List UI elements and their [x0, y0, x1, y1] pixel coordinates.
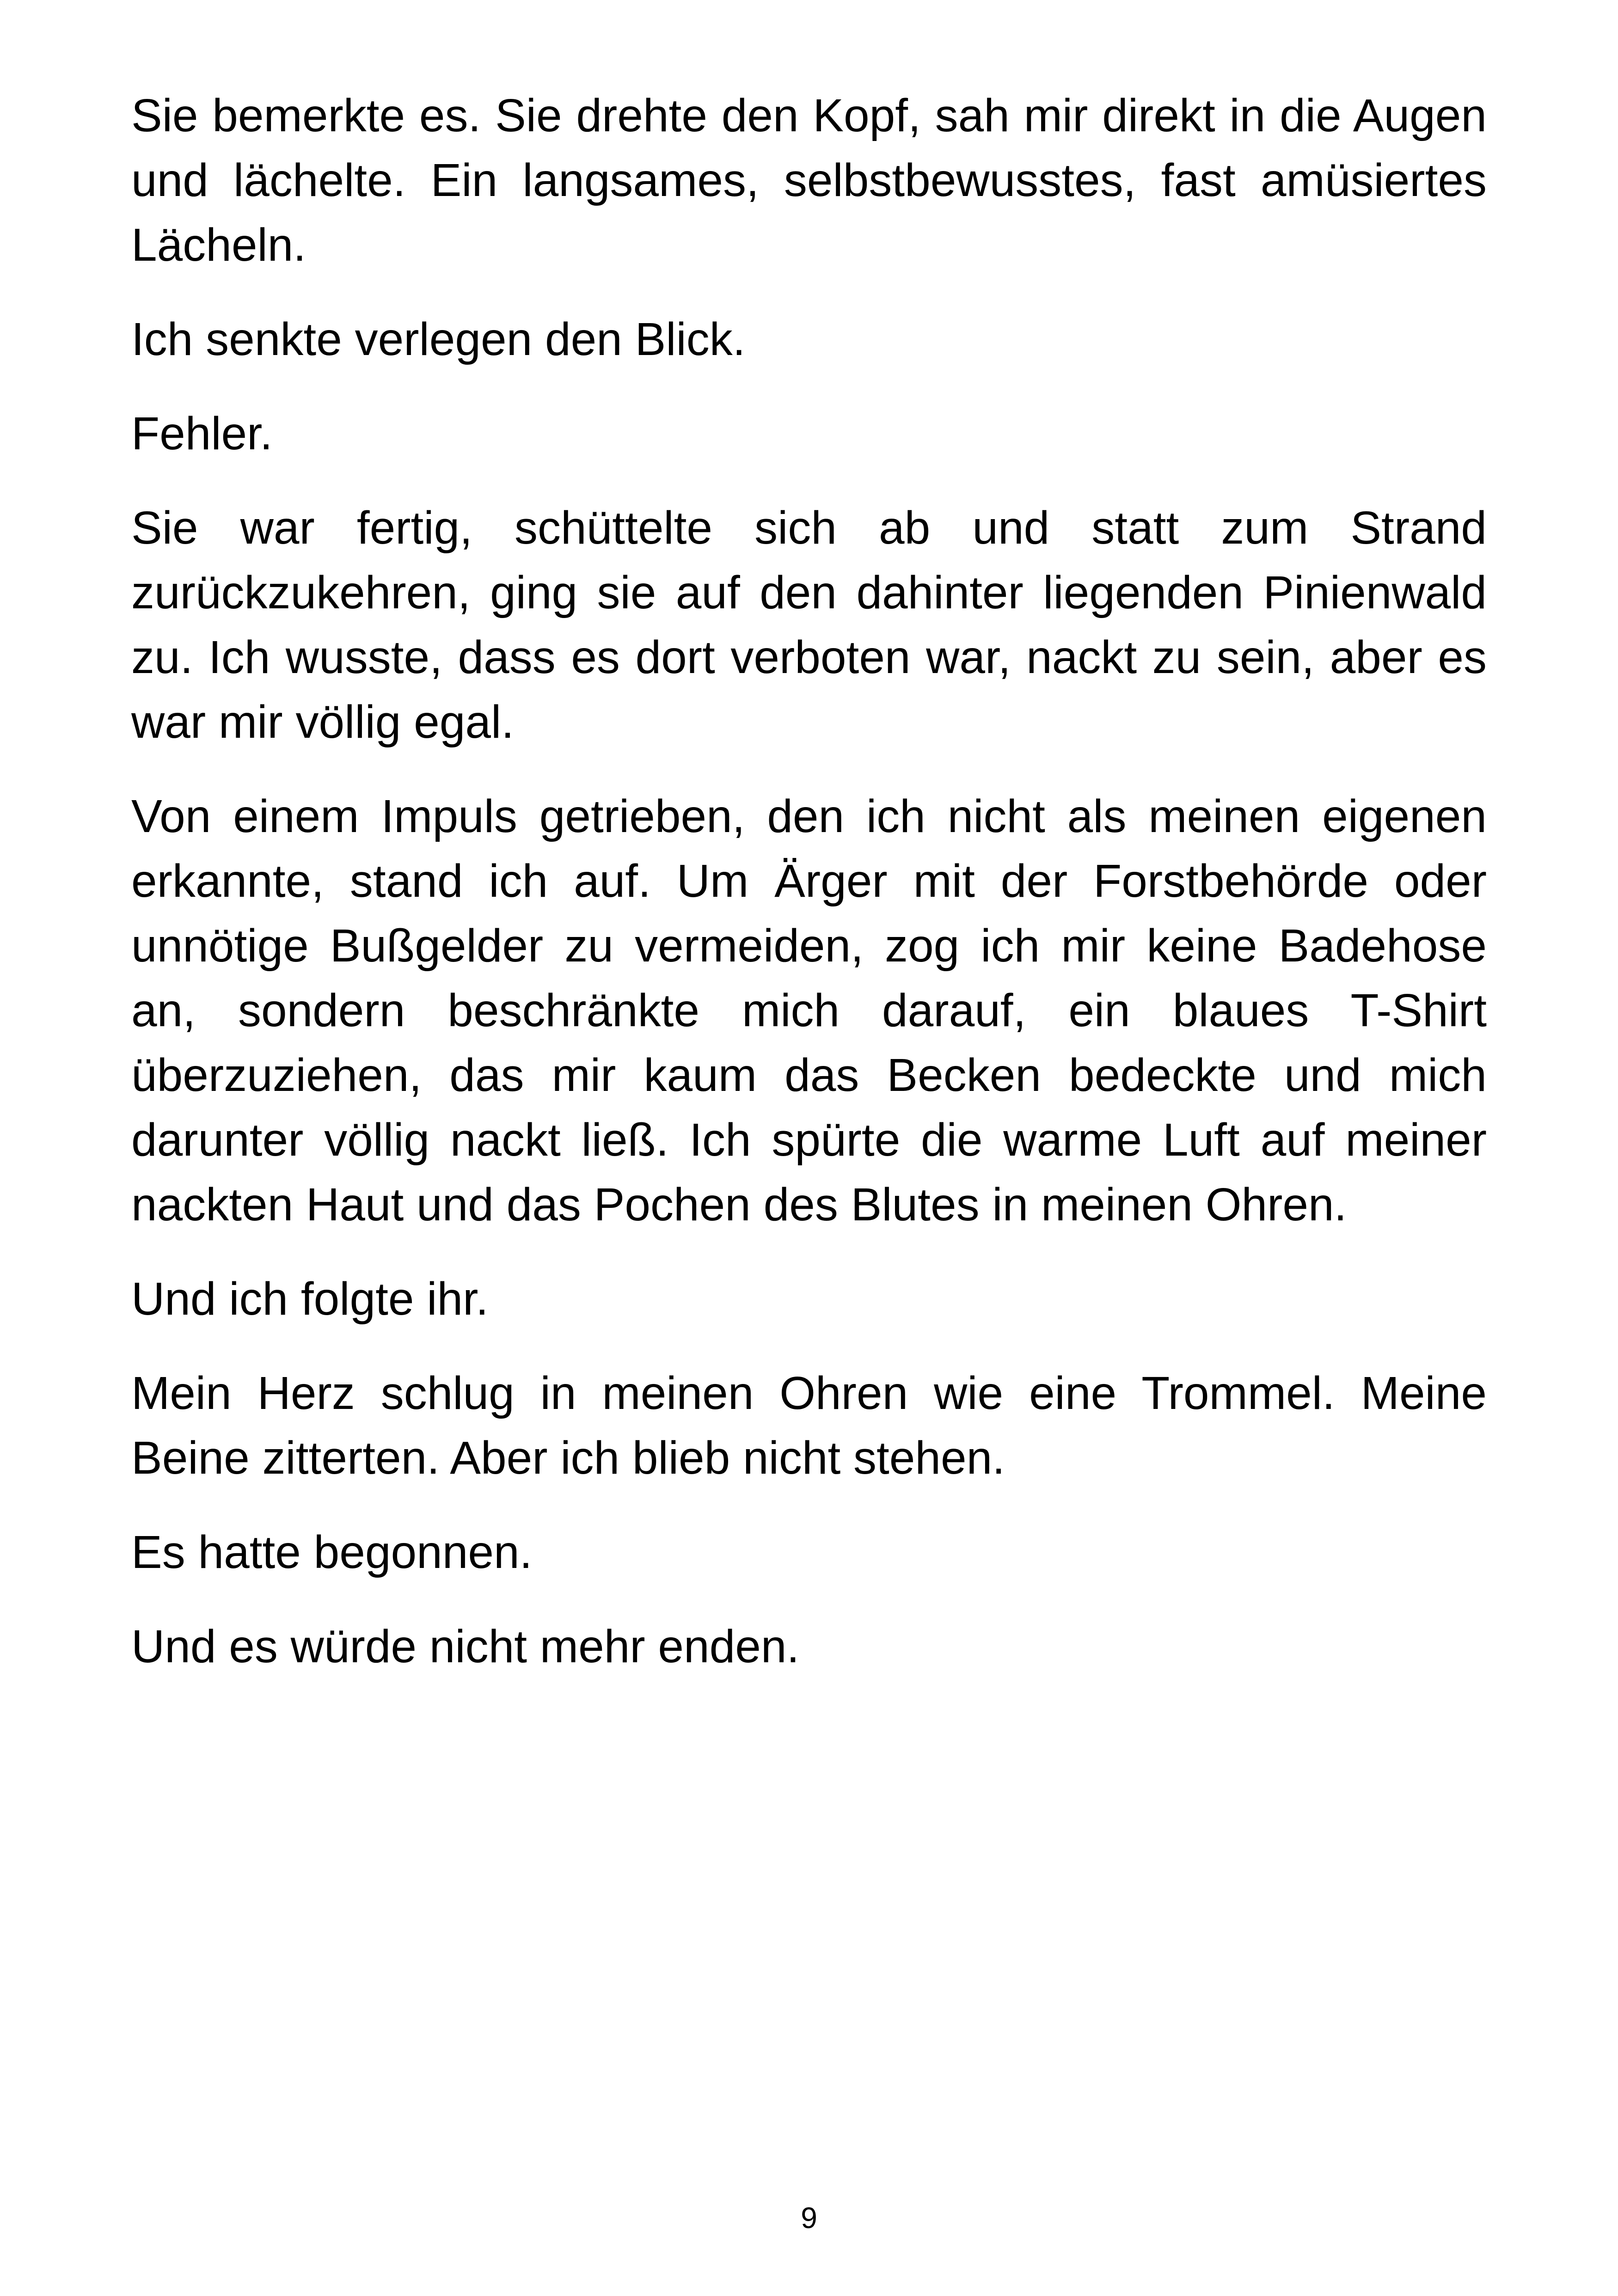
text-body: [131, 83, 1487, 1708]
paragraph-9: Und es würde nicht mehr enden.: [131, 1621, 800, 1672]
paragraph-4: Sie war fertig, schüttelte sich ab und statt zum Strand zurückzukehren, ging sie auf den dahinter liegenden Pinienwald zu. Ich wusste, dass es dort verboten war, nackt zu sein, aber es war mir völlig egal.: [131, 502, 1487, 748]
paragraph-1: Sie bemerkte es. Sie drehte den Kopf, sah mir direkt in die Augen und lächelte. Ein langsames, selbstbewusstes, fast amüsiertes Lächeln.: [131, 90, 1487, 271]
paragraph-3: Fehler.: [131, 408, 273, 459]
page-number: 9: [801, 2201, 817, 2235]
paragraph-7: Mein Herz schlug in meinen Ohren wie eine Trommel. Meine Beine zitterten. Aber ich blieb nicht stehen.: [131, 1367, 1487, 1484]
paragraph-8: Es hatte begonnen.: [131, 1526, 533, 1578]
paragraph-2: Ich senkte verlegen den Blick.: [131, 313, 746, 365]
paragraph-6: Und ich folgte ihr.: [131, 1273, 489, 1325]
paragraph-5: Von einem Impuls getrieben, den ich nicht als meinen eigenen erkannte, stand ich auf. Um Ärger mit der Forstbehörde oder unnötige Bußgelder zu vermeiden, zog ich mir keine Badehose an, sondern beschränkte mich darauf, ein blaues T-Shirt überzuziehen, das mir kaum das Becken bedeckte und mich darunter völlig nackt ließ. Ich spürte die warme Luft auf meiner nackten Haut und das Pochen des Blutes in meinen Ohren.: [131, 790, 1487, 1231]
